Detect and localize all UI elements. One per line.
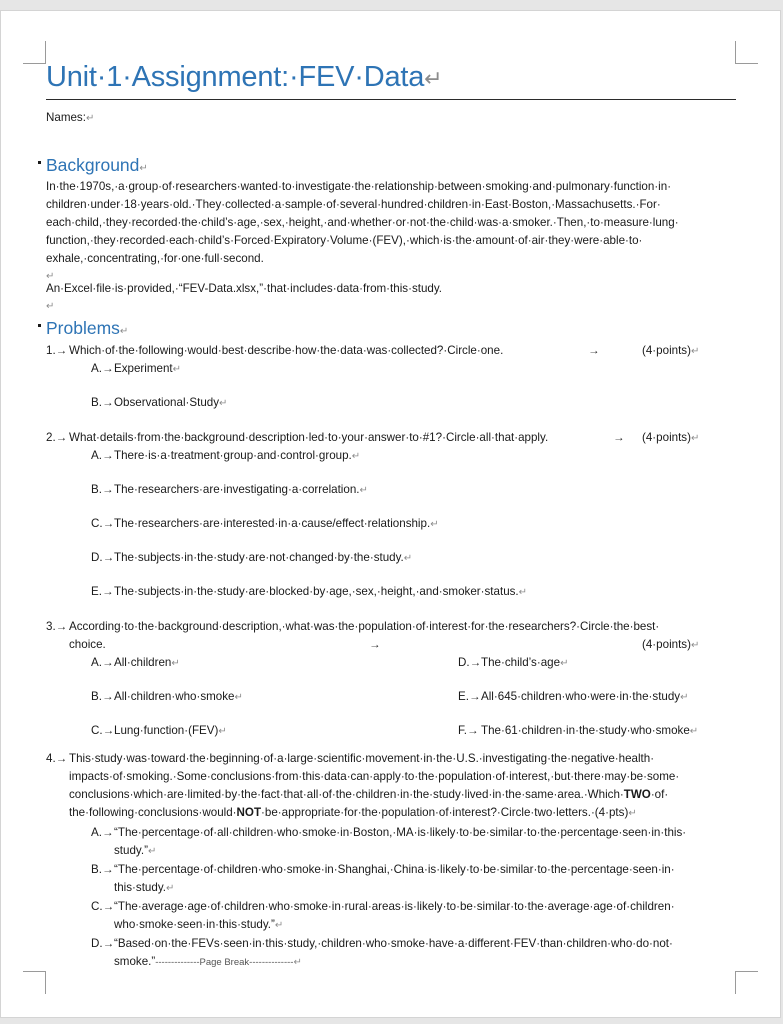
background-line: In·the·1970s,·a·group·of·researchers·wanted·to·investigate·the·relationship·between·smoking·and·pulmonary·function·in· xyxy=(46,180,672,193)
question-text: According·to·the·background·description,·what·was·the·population·of·interest·for·the·researchers?·Circle·the·best· xyxy=(69,620,660,633)
question-number: 4.→ xyxy=(46,752,68,765)
question-text: the·following·conclusions·would·NOT·be·appropriate·for·the·population·of·interest?·Circle·two·letters.·(4·pts)↵ xyxy=(69,806,637,819)
document-page[interactable]: Unit·1·Assignment:·FEV·Data↵ Names:↵ Background↵ In·the·1970s,·a·group·of·researchers·wanted·to·investigate·the·relationship·between·smoking·and·pulmonary·function·in· children·under·18·years·old.·They·collected·a·sample·of·several·hundred·children·in·East·Boston,·Massachusetts.·For· each·child,·they·recorded·the·child’s·age,·sex,·height,·and·whether·or·not·the·child·was·a·smoker.·Then,·to·measure·lung· function,·they·recorded·each·child’s·Forced·Expiratory·Volume·(FEV),·which·is·the·amount·of·air·they·were·able·to· exhale,·concentrating,·for·one·full·second. ↵ An·Excel·file·is·provided,·“FEV-Data.xlsx,”·that·includes·data·from·this·study. ↵ Problems↵ 1.→ Which·of·the·following·would·best·describe·how·the·data·was·collected?·Circle·one. → (4·points)↵ A.→ Experiment↵ B.→ Observational·Study↵ 2.→ What·details·from·the·background·description·led·to·your·answer·to·#1?·Circle·all·that·apply. → (4·points)↵ A.→ There·is·a·treatment·group·and·control·group.↵ B.→ The·researchers·are·investigating·a·correlation.↵ C.→ The·researchers·are·interested·in·a·cause/effect·relationship.↵ D.→ The·subjects·in·the·study·are·not·changed·by·the·study.↵ E.→ The·subjects·in·the·study·are·blocked·by·age,·sex,·height,·and·smoker·status.↵ 3.→ According·to·the·background·description,·what·was·the·population·of·interest·for·the·researchers?·Circle·the·best· choice. → (4·points)↵ A.→ All·children↵ B.→ All·children·who·smoke↵ C.→ Lung·function·(FEV)↵ D.→ The·child’s·age↵ E.→ All·645·children·who·were·in·the·study↵ F.→ The·61·children·in·the·study·who·smoke↵ 4.→ This·study·was·toward·the·beginning·of·a·large·scientific·movement·in·the·U.S.·investigating·the·negative·health· impacts·of·smoking.·Some·conclusions·from·this·data·can·apply·to·the·population·of·interest,·but·there·may·be·some· conclusions·which·are·limited·by·the·fact·that·all·of·the·children·in·the·study·lived·in·the·same·area.·Which·TWO·of· the·following·conclusions·would·NOT·be·appropriate·for·the·population·of·interest?·Circle·two·letters.·(4·pts)↵ A.→ “The·percentage·of·all·children·who·smoke·in·Boston,·MA·is·likely·to·be·similar·to·the·percentage·seen·in·this· study.”↵ B.→ “The·percentage·of·children·who·smoke·in·Shanghai,·China·is·likely·to·be·similar·to·the·percentage·seen·in· this·study.↵ C.→ “The·average·age·of·children·who·smoke·in·rural·areas·is·likely·to·be·similar·to·the·average·age·of·children· who·smoke·seen·in·this·study.”↵ D.→ “Based·on·the·FEVs·seen·in·this·study,·children·who·smoke·have·a·different·FEV·than·children·who·do·not· smoke.”--------------Page Break--------------↵ xyxy=(0,10,781,1018)
question-4 xyxy=(46,750,738,822)
question-2 xyxy=(46,429,738,447)
tab-arrow: → xyxy=(588,344,600,357)
question-text: Which·of·the·following·would·best·describe·how·the·data·was·collected?·Circle·one. xyxy=(69,344,504,357)
question-text: What·details·from·the·background·description·led·to·your·answer·to·#1?·Circle·all·that·apply. xyxy=(69,431,549,444)
crop-mark-top-right xyxy=(735,41,758,64)
question-1 xyxy=(46,342,738,360)
background-line: each·child,·they·recorded·the·child’s·age,·sex,·height,·and·whether·or·not·the·child·was·a·smoker.·Then,·to·measure·lung· xyxy=(46,216,679,229)
background-line: children·under·18·years·old.·They·collected·a·sample·of·several·hundred·children·in·East·Boston,·Massachusetts.·For· xyxy=(46,198,661,211)
tab-arrow: → xyxy=(613,431,625,444)
question-text: choice. xyxy=(69,638,106,651)
question-points: (4·points)↵ xyxy=(642,431,700,444)
question-text: This·study·was·toward·the·beginning·of·a·large·scientific·movement·in·the·U.S.·investigating·the·negative·health· xyxy=(69,752,655,765)
background-line: exhale,·concentrating,·for·one·full·second. ↵ xyxy=(46,252,264,282)
tab-arrow: → xyxy=(369,638,381,651)
heading-bullet xyxy=(38,324,41,327)
background-paragraph xyxy=(46,178,738,286)
question-points: (4·points)↵ xyxy=(642,638,700,651)
background-heading: Background↵ xyxy=(46,154,148,180)
question-number: 1.→ xyxy=(46,344,68,357)
question-number: 2.→ xyxy=(46,431,68,444)
background-line: function,·they·recorded·each·child’s·Forced·Expiratory·Volume·(FEV),·which·is·the·amount·of·air·they·were·able·to· xyxy=(46,234,643,247)
heading-bullet xyxy=(38,161,41,164)
crop-mark-bottom-right xyxy=(735,971,758,994)
problems-heading: Problems↵ xyxy=(46,317,128,343)
question-3 xyxy=(46,618,738,654)
question-text: conclusions·which·are·limited·by·the·fact·that·all·of·the·children·in·the·study·lived·in·the·same·area.·Which·TWO·of· xyxy=(69,788,669,801)
title-underline xyxy=(46,99,736,100)
page-break-marker: --------------Page Break-------------- xyxy=(155,957,294,968)
crop-mark-top-left xyxy=(23,41,46,64)
crop-mark-bottom-left xyxy=(23,971,46,994)
excel-file-note: An·Excel·file·is·provided,·“FEV-Data.xlsx,”·that·includes·data·from·this·study. ↵ xyxy=(46,282,443,312)
question-text: impacts·of·smoking.·Some·conclusions·from·this·data·can·apply·to·the·population·of·interest,·but·there·may·be·some· xyxy=(69,770,680,783)
document-title: Unit·1·Assignment:·FEV·Data↵ xyxy=(46,61,443,93)
names-line: Names:↵ xyxy=(46,111,95,124)
question-number: 3.→ xyxy=(46,620,68,633)
question-points: (4·points)↵ xyxy=(642,344,700,357)
